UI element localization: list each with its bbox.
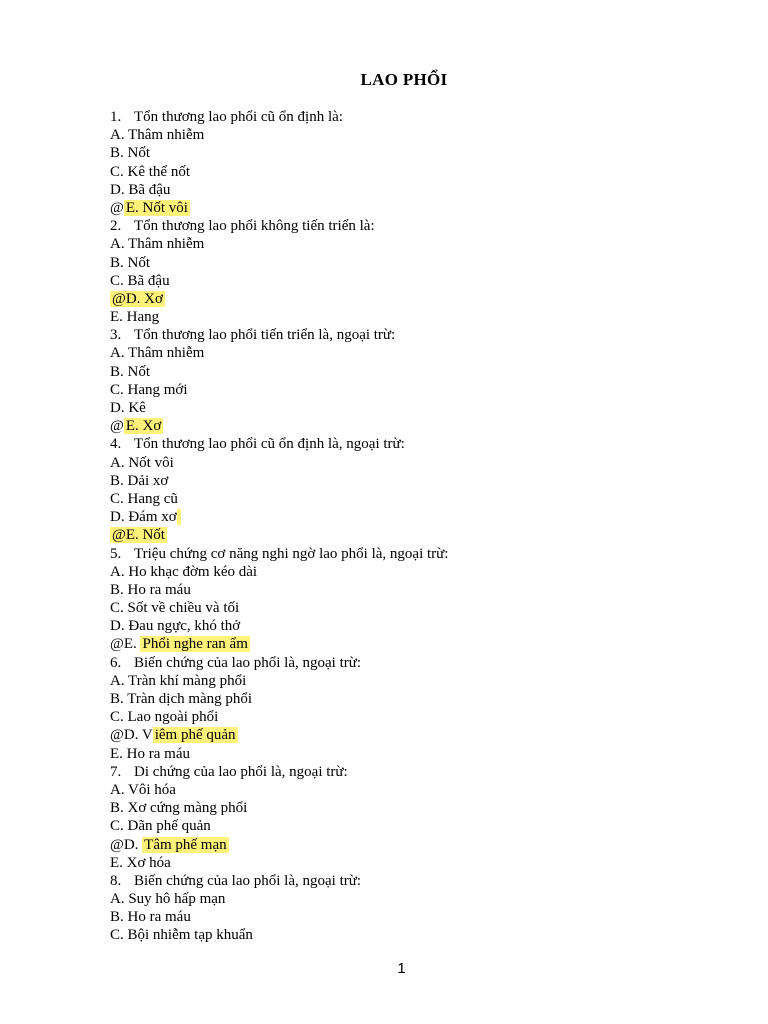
answer-option — [110, 508, 670, 526]
option-text: A. Nốt vôi — [110, 454, 174, 471]
answer-option — [110, 199, 670, 217]
option-text: @ — [110, 418, 124, 435]
question-line — [110, 545, 670, 563]
answer-option — [110, 381, 670, 399]
answer-option — [110, 526, 670, 544]
answer-option — [110, 272, 670, 290]
correct-answer-highlight: Phổi nghe ran ẩm — [142, 636, 248, 653]
option-text: D. Đám xơ — [110, 509, 177, 526]
answer-option — [110, 672, 670, 690]
answer-option — [110, 745, 670, 763]
question-number: 5. — [110, 545, 122, 562]
option-text: A. Vôi hóa — [110, 781, 176, 798]
option-text: C. Bã đậu — [110, 272, 170, 289]
option-text: @D. V — [110, 727, 153, 744]
answer-option — [110, 472, 670, 490]
question-text: Tổn thương lao phổi không tiến triển là: — [134, 218, 375, 235]
answer-option — [110, 890, 670, 908]
answer-option — [110, 308, 670, 326]
answer-option — [110, 708, 670, 726]
answer-option — [110, 163, 670, 181]
answer-option — [110, 617, 670, 635]
option-text: @D. — [110, 836, 143, 853]
answer-option — [110, 854, 670, 872]
correct-answer-highlight: iêm phế quản — [154, 727, 236, 744]
answer-option — [110, 363, 670, 381]
question-text: Tổn thương lao phổi cũ ổn định là: — [134, 109, 343, 125]
question-line — [110, 217, 670, 235]
page-title: LAO PHỔI — [360, 70, 448, 89]
option-text: A. Suy hô hấp mạn — [110, 891, 226, 908]
answer-option — [110, 926, 670, 944]
answer-option — [110, 344, 670, 362]
answer-option — [110, 181, 670, 199]
question-number: 8. — [110, 872, 122, 889]
answer-option — [110, 144, 670, 162]
question-text: Triệu chứng cơ năng nghi ngờ lao phổi là, ngoại trừ: — [134, 545, 449, 562]
question-line — [110, 654, 670, 672]
option-text: B. Nốt — [110, 363, 151, 380]
question-number: 3. — [110, 327, 122, 344]
option-text: E. Ho ra máu — [110, 745, 190, 762]
option-text: B. Nốt — [110, 145, 151, 162]
answer-option — [110, 635, 670, 653]
option-text: A. Thâm nhiễm — [110, 127, 205, 144]
answer-option — [110, 817, 670, 835]
answer-option — [110, 417, 670, 435]
option-text: E. Hang — [110, 309, 160, 326]
question-number: 6. — [110, 654, 122, 671]
answer-option — [110, 454, 670, 472]
question-text: Tổn thương lao phổi tiến triển là, ngoại trừ: — [134, 327, 396, 344]
option-text: A. Ho khạc đờm kéo dài — [110, 563, 258, 580]
question-number: 1. — [110, 109, 122, 125]
question-text: Tổn thương lao phổi cũ ổn định là, ngoại trừ: — [134, 436, 405, 453]
option-text: C. Bội nhiễm tạp khuẩn — [110, 927, 253, 944]
page-number: 1 — [397, 960, 406, 977]
question-text: Biến chứng của lao phổi là, ngoại trừ: — [134, 654, 362, 671]
answer-option — [110, 799, 670, 817]
answer-option — [110, 399, 670, 417]
correct-answer-highlight: E. Xơ — [125, 418, 162, 435]
answer-option — [110, 254, 670, 272]
option-text: D. Kê — [110, 400, 146, 416]
question-number: 7. — [110, 763, 122, 780]
option-text: C. Hang cũ — [110, 490, 178, 507]
answer-option — [110, 235, 670, 253]
answer-option — [110, 836, 670, 854]
answer-option — [110, 908, 670, 926]
option-text: B. Xơ cứng màng phổi — [110, 800, 248, 817]
option-text: A. Tràn khí màng phổi — [110, 672, 247, 689]
answer-option — [110, 126, 670, 144]
option-text: C. Lao ngoài phổi — [110, 709, 219, 726]
question-line — [110, 872, 670, 890]
answer-option — [110, 490, 670, 508]
option-text: B. Ho ra máu — [110, 909, 191, 926]
answer-option — [110, 563, 670, 581]
option-text: B. Dải xơ — [110, 472, 169, 489]
option-text: A. Thâm nhiễm — [110, 345, 205, 362]
correct-answer-highlight: @E. Nốt — [112, 527, 165, 544]
option-text: D. Đau ngực, khó thở — [110, 618, 241, 635]
question-line — [110, 763, 670, 781]
option-text: A. Thâm nhiễm — [110, 236, 205, 253]
answer-option — [110, 290, 670, 308]
option-text: B. Ho ra máu — [110, 581, 191, 598]
question-text: Biến chứng của lao phổi là, ngoại trừ: — [134, 872, 362, 889]
option-text: B. Nốt — [110, 254, 151, 271]
question-number: 2. — [110, 218, 122, 235]
correct-answer-highlight: @D. Xơ — [112, 290, 163, 307]
answer-option — [110, 690, 670, 708]
option-text: C. Kê thể nốt — [110, 163, 190, 180]
question-line — [110, 435, 670, 453]
option-text: C. Dãn phế quản — [110, 818, 211, 835]
question-text: Di chứng của lao phổi là, ngoại trừ: — [134, 763, 348, 780]
answer-option — [110, 599, 670, 617]
question-line — [110, 108, 670, 126]
option-text: C. Hang mới — [110, 381, 188, 398]
question-line — [110, 326, 670, 344]
answer-option — [110, 581, 670, 599]
option-text: E. Xơ hóa — [110, 854, 171, 871]
correct-answer-highlight: Tâm phế mạn — [144, 836, 227, 853]
option-text: D. Bã đậu — [110, 181, 171, 198]
answer-option — [110, 781, 670, 799]
question-list — [110, 108, 670, 945]
answer-option — [110, 726, 670, 744]
option-text: @ — [110, 199, 124, 216]
option-text: C. Sốt về chiều và tối — [110, 600, 240, 617]
option-text: @E. — [110, 636, 141, 653]
correct-answer-highlight — [177, 509, 181, 525]
correct-answer-highlight: E. Nốt vôi — [125, 199, 188, 216]
question-number: 4. — [110, 436, 122, 453]
option-text: B. Tràn dịch màng phổi — [110, 691, 253, 707]
